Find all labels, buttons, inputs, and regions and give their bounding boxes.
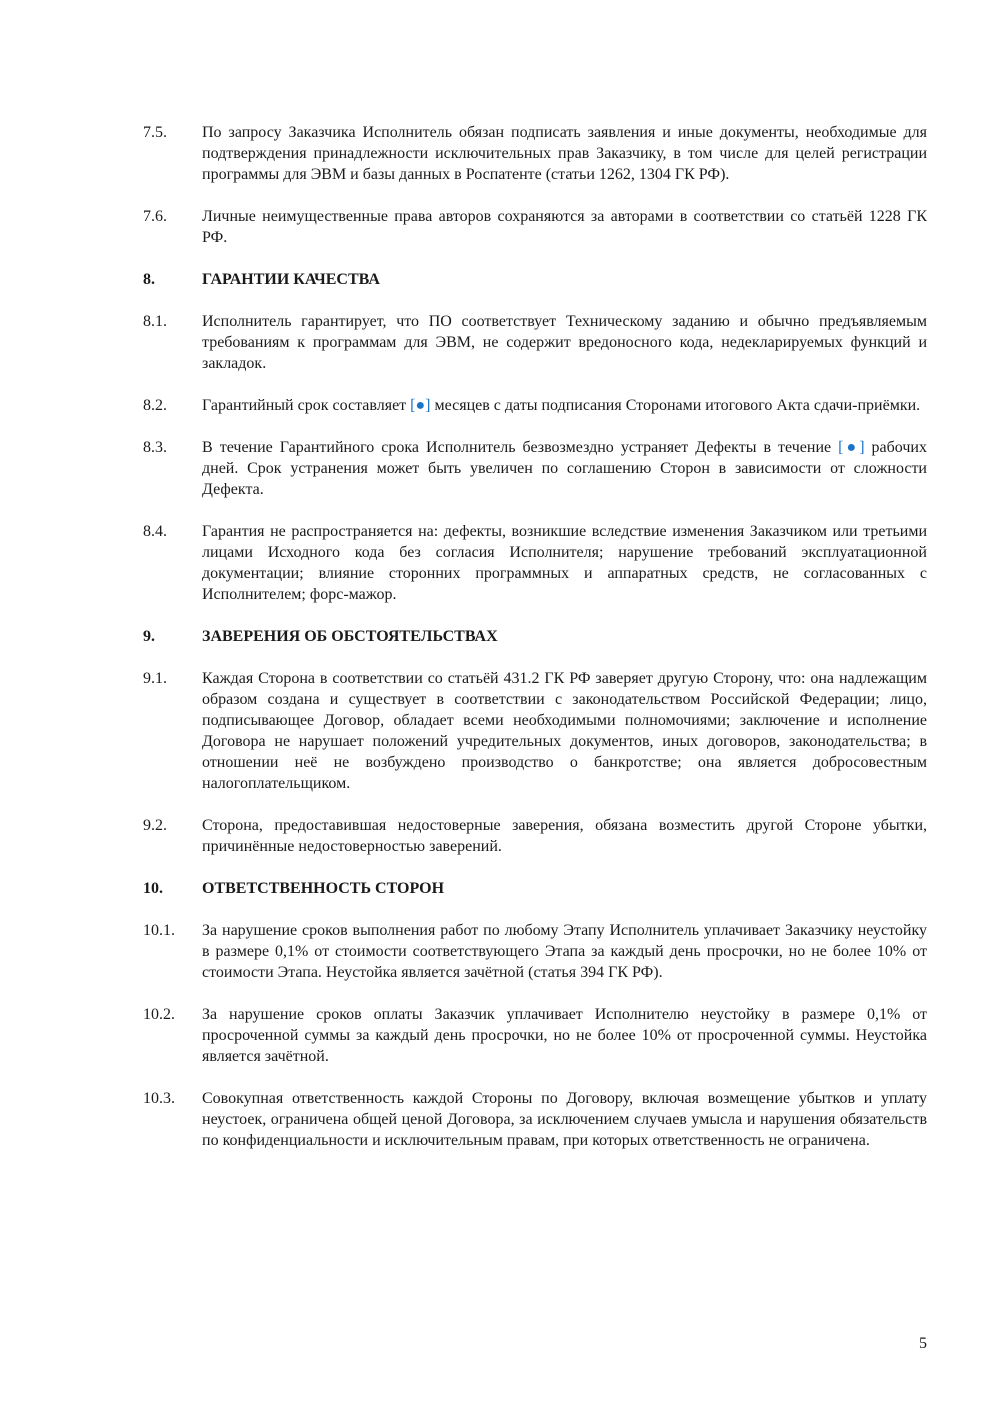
clause-8-3 bbox=[143, 437, 927, 500]
clause-8-2 bbox=[143, 395, 927, 416]
page-number: 5 bbox=[919, 1335, 927, 1352]
placeholder-marker: [●] bbox=[838, 439, 865, 456]
section-number: 10. bbox=[143, 880, 163, 897]
clause-text bbox=[202, 395, 927, 416]
clause-7-6 bbox=[143, 206, 927, 248]
section-title: ЗАВЕРЕНИЯ ОБ ОБСТОЯТЕЛЬСТВАХ bbox=[202, 628, 498, 645]
section-heading-8 bbox=[143, 269, 927, 290]
clause-8-1 bbox=[143, 311, 927, 374]
section-number: 8. bbox=[143, 271, 155, 288]
clause-text: За нарушение сроков оплаты Заказчик уплачивает Исполнителю неустойку в размере 0,1% от просроченной суммы за каждый день просрочки, но не более 10% от просроченной суммы. Неустойка является зачётной. bbox=[202, 1006, 927, 1065]
clause-number: 8.4. bbox=[143, 523, 167, 540]
clause-text: Каждая Сторона в соответствии со статьёй 431.2 ГК РФ заверяет другую Сторону, что: она надлежащим образом создана и существует в соответствии с законодательством Российской Федерации; лицо, подписывающее Договор, обладает всеми необходимыми полномочиями; заключение и исполнение Договора не нарушает положений учредительных документов, иных договоров, законодательства; в отношении неё не возбуждено производство о банкротстве; она является добросовестным налогоплательщиком. bbox=[202, 670, 927, 792]
clause-text-after: месяцев с даты подписания Сторонами итогового Акта сдачи-приёмки. bbox=[430, 397, 921, 414]
clause-text: Исполнитель гарантирует, что ПО соответствует Техническому заданию и обычно предъявляемым требованиям к программам для ЭВМ, не содержит вредоносного кода, недекларируемых функций и закладок. bbox=[202, 313, 927, 372]
clause-text-after: рабочих дней. Срок устранения может быть увеличен по соглашению Сторон в зависимости от сложности Дефекта. bbox=[202, 439, 927, 498]
clause-10-3 bbox=[143, 1088, 927, 1151]
clause-text: Гарантия не распространяется на: дефекты, возникшие вследствие изменения Заказчиком или третьими лицами Исходного кода без согласия Исполнителя; нарушение требований эксплуатационной документации; влияние сторонних программных и аппаратных средств, не согласованных с Исполнителем; форс-мажор. bbox=[202, 523, 927, 603]
section-number: 9. bbox=[143, 628, 155, 645]
section-title: ОТВЕТСТВЕННОСТЬ СТОРОН bbox=[202, 880, 445, 897]
clause-text: Личные неимущественные права авторов сохраняются за авторами в соответствии со статьёй 1228 ГК РФ. bbox=[202, 208, 927, 246]
clause-10-2 bbox=[143, 1004, 927, 1067]
clause-7-5 bbox=[143, 122, 927, 185]
clause-text: За нарушение сроков выполнения работ по любому Этапу Исполнитель уплачивает Заказчику неустойку в размере 0,1% от стоимости соответствующего Этапа за каждый день просрочки, но не более 10% от стоимости Этапа. Неустойка является зачётной (статья 394 ГК РФ). bbox=[202, 922, 927, 981]
clause-number: 9.2. bbox=[143, 817, 167, 834]
clause-number: 10.3. bbox=[143, 1090, 175, 1107]
clause-8-4 bbox=[143, 521, 927, 605]
clause-number: 8.2. bbox=[143, 397, 167, 414]
clause-number: 10.2. bbox=[143, 1006, 175, 1023]
clause-text: Совокупная ответственность каждой Стороны по Договору, включая возмещение убытков и уплату неустоек, ограничена общей ценой Договора, за исключением случаев умысла и нарушения обязательств по конфиденциальности и исключительным правам, при которых ответственность не ограничена. bbox=[202, 1090, 927, 1149]
clause-number: 10.1. bbox=[143, 922, 175, 939]
clause-number: 7.5. bbox=[143, 124, 167, 141]
clause-9-1 bbox=[143, 668, 927, 794]
clause-number: 9.1. bbox=[143, 670, 167, 687]
placeholder-marker: [●] bbox=[410, 397, 431, 414]
section-title: ГАРАНТИИ КАЧЕСТВА bbox=[202, 271, 380, 288]
clause-text: По запросу Заказчика Исполнитель обязан подписать заявления и иные документы, необходимые для подтверждения принадлежности исключительных прав Заказчику, в том числе для целей регистрации программы для ЭВМ и базы данных в Роспатенте (статьи 1262, 1304 ГК РФ). bbox=[202, 124, 927, 183]
document-body bbox=[143, 122, 927, 1172]
clause-text: Сторона, предоставившая недостоверные заверения, обязана возместить другой Стороне убытки, причинённые недостоверностью заверений. bbox=[202, 817, 927, 855]
clause-9-2 bbox=[143, 815, 927, 857]
section-heading-9 bbox=[143, 626, 927, 647]
clause-text bbox=[202, 437, 927, 500]
clause-number: 8.1. bbox=[143, 313, 167, 330]
clause-number: 7.6. bbox=[143, 208, 167, 225]
clause-text-before: Гарантийный срок составляет bbox=[202, 397, 411, 414]
clause-10-1 bbox=[143, 920, 927, 983]
clause-text-before: В течение Гарантийного срока Исполнитель безвозмездно устраняет Дефекты в течение bbox=[202, 439, 839, 456]
section-heading-10 bbox=[143, 878, 927, 899]
clause-number: 8.3. bbox=[143, 439, 167, 456]
